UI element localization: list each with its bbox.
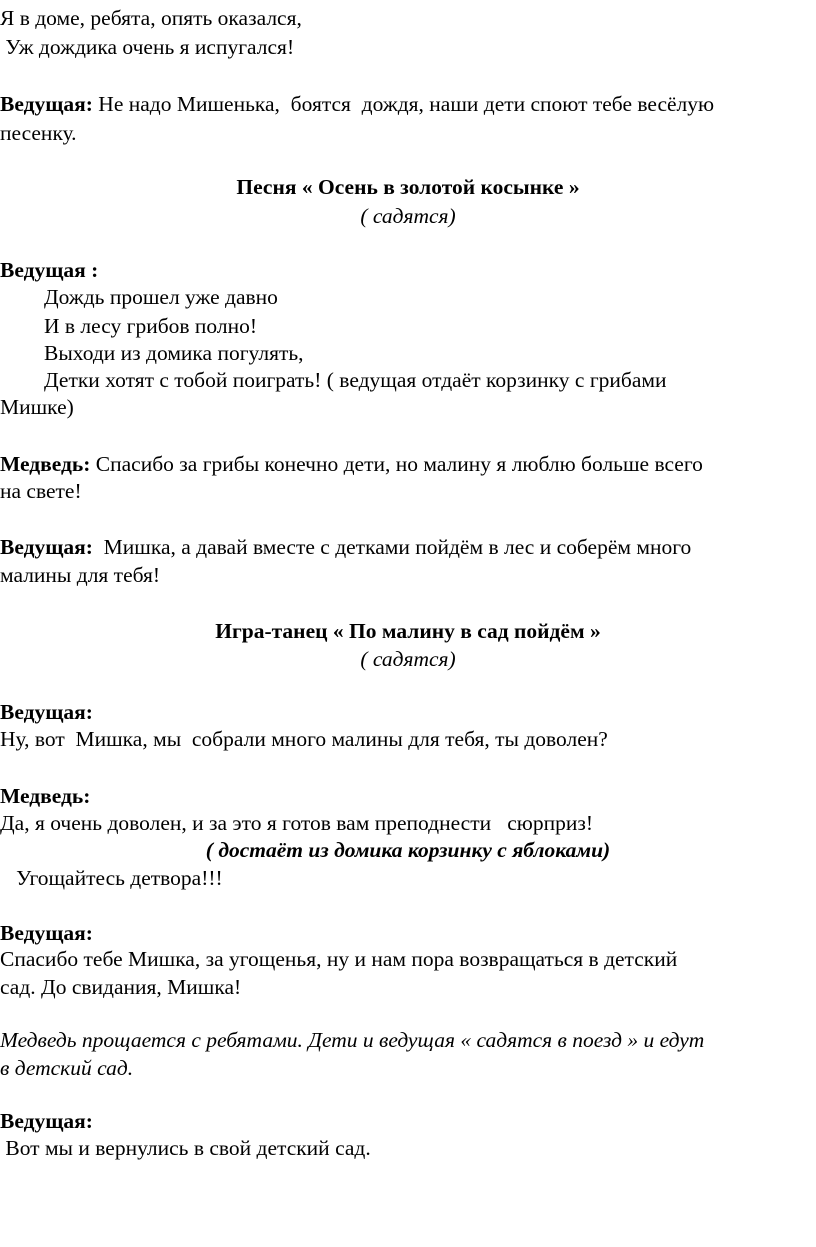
- verse-line: Дождь прошел уже давно: [44, 285, 278, 309]
- game-title: Игра-танец « По малину в сад пойдём »: [215, 619, 601, 643]
- verse-line: Выходи из домика погулять,: [44, 341, 304, 365]
- speaker-label: Ведущая:: [0, 700, 93, 724]
- verse-line: Я в доме, ребята, опять оказался,: [0, 6, 302, 30]
- speaker-label: Ведущая:: [0, 535, 93, 559]
- dialogue-text: Спасибо за грибы конечно дети, но малину я люблю больше всего: [90, 452, 703, 476]
- speaker-label: Медведь:: [0, 452, 91, 476]
- verse-line: Мишке): [0, 395, 74, 419]
- verse-line: Детки хотят с тобой поиграть! ( ведущая отдаёт корзинку с грибами: [44, 368, 667, 392]
- verse-line: Уж дождика очень я испугался!: [0, 35, 295, 59]
- verse-line: И в лесу грибов полно!: [44, 314, 258, 338]
- dialogue-line: на свете!: [0, 479, 82, 503]
- stage-direction: ( садятся): [360, 647, 456, 671]
- dialogue-text: Не надо Мишенька, боятся дождя, наши дети споют тебе весёлую: [92, 92, 715, 116]
- speaker-label: Ведущая:: [0, 1109, 93, 1133]
- dialogue-line: Угощайтесь детвора!!!: [0, 866, 223, 890]
- speaker-label: Ведущая:: [0, 921, 93, 945]
- dialogue-line: малины для тебя!: [0, 563, 161, 587]
- dialogue-line: Ну, вот Мишка, мы собрали много малины для тебя, ты доволен?: [0, 727, 608, 751]
- stage-direction: в детский сад.: [0, 1056, 134, 1080]
- stage-direction: Медведь прощается с ребятами. Дети и ведущая « садятся в поезд » и едут: [0, 1028, 705, 1052]
- speaker-label: Медведь:: [0, 784, 91, 808]
- stage-direction: ( достаёт из домика корзинку с яблоками): [205, 838, 611, 862]
- dialogue-line: [0, 450, 703, 479]
- song-title: Песня « Осень в золотой косынке »: [236, 175, 580, 199]
- stage-direction: ( садятся): [360, 204, 456, 228]
- speaker-label: Ведущая:: [0, 92, 93, 116]
- dialogue-line: Да, я очень доволен, и за это я готов вам преподнести сюрприз!: [0, 811, 593, 835]
- speaker-label: Ведущая :: [0, 258, 99, 282]
- dialogue-line: Спасибо тебе Мишка, за угощенья, ну и нам пора возвращаться в детский: [0, 947, 678, 971]
- dialogue-line: [0, 90, 714, 119]
- dialogue-line: Вот мы и вернулись в свой детский сад.: [0, 1136, 371, 1160]
- dialogue-line: песенку.: [0, 121, 77, 145]
- dialogue-line: сад. До свидания, Мишка!: [0, 975, 242, 999]
- dialogue-line: [0, 533, 691, 562]
- dialogue-text: Мишка, а давай вместе с детками пойдём в лес и соберём много: [92, 535, 692, 559]
